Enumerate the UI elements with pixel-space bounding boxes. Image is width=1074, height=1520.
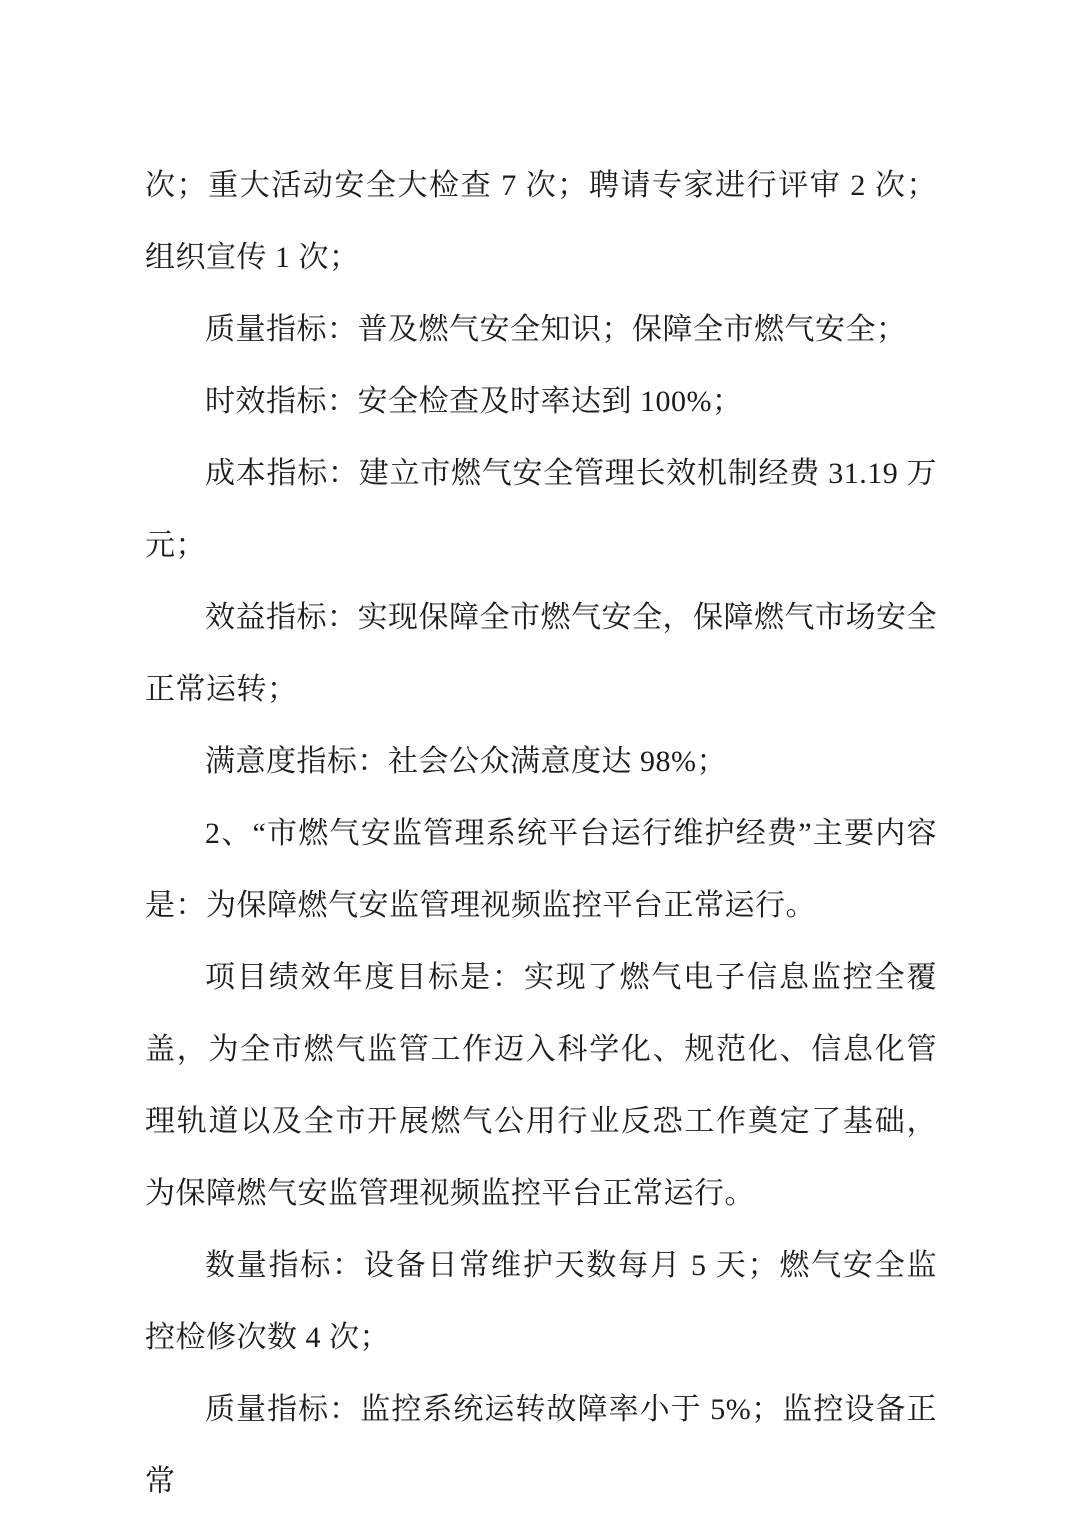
paragraph-quality-indicator-1: 质量指标：普及燃气安全知识；保障全市燃气安全； [205, 313, 907, 346]
paragraph-quantity-indicator: 数量指标：设备日常维护天数每月 5 天；燃气安全监控检修次数 4 次； [145, 1249, 937, 1354]
paragraph-satisfaction-indicator: 满意度指标：社会公众满意度达 98%； [205, 745, 727, 778]
document-text-block [145, 150, 937, 1518]
paragraph-continuation: 次；重大活动安全大检查 7 次；聘请专家进行评审 2 次；组织宣传 1 次； [145, 169, 937, 274]
paragraph-benefit-indicator: 效益指标：实现保障全市燃气安全，保障燃气市场安全正常运转； [145, 601, 937, 706]
paragraph-timeliness-indicator: 时效指标：安全检查及时率达到 100%； [205, 385, 743, 418]
paragraph-annual-goal: 项目绩效年度目标是：实现了燃气电子信息监控全覆盖，为全市燃气监管工作迈入科学化、规范化、信息化管理轨道以及全市开展燃气公用行业反恐工作奠定了基础，为保障燃气安监管理视频监控平台正常运行。 [145, 961, 937, 1210]
paragraph-quality-indicator-2: 质量指标：监控系统运转故障率小于 5%；监控设备正常 [145, 1393, 937, 1498]
paragraph-item-2-main-content: 2、“市燃气安监管理系统平台运行维护经费”主要内容是：为保障燃气安监管理视频监控平台正常运行。 [145, 817, 937, 922]
paragraph-cost-indicator: 成本指标：建立市燃气安全管理长效机制经费 31.19 万元； [145, 457, 937, 562]
